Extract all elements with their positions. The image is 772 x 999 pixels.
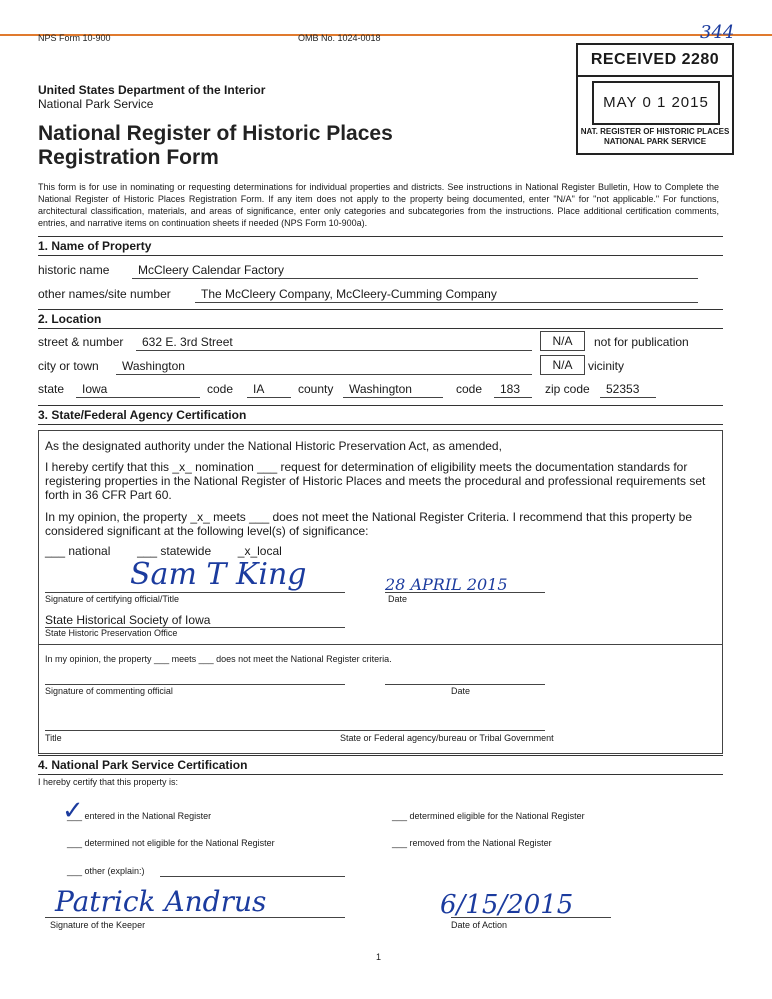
keeper-date-value: 6/15/2015 [440, 890, 574, 920]
date-line [385, 592, 545, 593]
authority-statement: As the designated authority under the National Historic Preservation Act, as amended, [45, 439, 502, 453]
entered-option[interactable]: ___ entered in the National Register [67, 811, 212, 821]
county-code-label: code [456, 382, 483, 396]
city-label: city or town [38, 359, 99, 373]
omb-number: OMB No. 1024-0018 [298, 33, 381, 43]
comment-date-line [385, 684, 545, 685]
zip-field[interactable]: 52353 [600, 382, 656, 398]
other-explain-line [160, 876, 345, 877]
comment-signature-line [45, 684, 345, 685]
agency-label: State Historic Preservation Office [45, 628, 178, 638]
section-3-heading: 3. State/Federal Agency Certification [38, 405, 723, 425]
na-box-2[interactable]: N/A [540, 355, 585, 375]
historic-name-label: historic name [38, 263, 110, 277]
form-number: NPS Form 10-900 [38, 33, 111, 43]
city-field[interactable]: Washington [116, 359, 532, 375]
header-rule [0, 34, 772, 36]
check-mark-icon: ✓ [62, 796, 84, 826]
certifying-agency: State Historical Society of Iowa [45, 613, 211, 627]
stamp-line-2: NATIONAL PARK SERVICE [603, 137, 707, 146]
signature-line [45, 592, 345, 593]
na-box-1[interactable]: N/A [540, 331, 585, 351]
other-option[interactable]: ___ other (explain:) [67, 866, 145, 876]
cert-divider [38, 644, 723, 645]
form-title: National Register of Historic Places [38, 122, 393, 145]
government-label: State or Federal agency/bureau or Tribal Government [340, 733, 554, 743]
state-field[interactable]: Iowa [76, 382, 200, 398]
commenting-opinion: In my opinion, the property ___ meets ___ does not meet the National Register criteria. [45, 654, 392, 664]
certify-statement: I hereby certify that this _x_ nomination ___ request for determination of eligibility meets the documentation standards for registering properties in the National Register of Historic Places and meets the procedural and professional requirements set forth in 36 CFR Part 60. [45, 460, 706, 502]
county-field[interactable]: Washington [343, 382, 443, 398]
certifying-date-value: 28 APRIL 2015 [385, 575, 508, 594]
stamp-date: MAY 0 1 2015 [592, 81, 720, 125]
determined-eligible-option[interactable]: ___ determined eligible for the National Register [392, 811, 585, 821]
state-label: state [38, 382, 65, 396]
certifying-signature: Sam T King [130, 557, 307, 592]
section-4-heading: 4. National Park Service Certification [38, 755, 723, 775]
not-eligible-option[interactable]: ___ determined not eligible for the National Register [67, 838, 275, 848]
street-label: street & number [38, 335, 124, 349]
keeper-signature-line [45, 917, 345, 918]
department-name: United States Department of the Interior [38, 83, 266, 97]
date-label: Date [388, 594, 408, 604]
nps-certify-text: I hereby certify that this property is: [38, 777, 179, 787]
stamp-footer [578, 127, 732, 147]
page-number: 1 [376, 952, 382, 962]
commenting-signature-label: Signature of commenting official [45, 686, 173, 696]
stamp-line-1: NAT. REGISTER OF HISTORIC PLACES [580, 127, 730, 136]
action-date-line [451, 917, 611, 918]
state-code-field[interactable]: IA [247, 382, 291, 398]
vicinity-label: vicinity [588, 359, 625, 373]
commenting-date-label: Date [451, 686, 471, 696]
form-subtitle: Registration Form [38, 146, 219, 169]
page-mark: 344 [700, 22, 735, 43]
historic-name-field[interactable]: McCleery Calendar Factory [132, 263, 698, 279]
keeper-signature: Patrick Andrus [55, 885, 267, 918]
county-label: county [298, 382, 334, 396]
significance-levels: ___ national ___ statewide _x_local [45, 544, 282, 558]
title-label: Title [45, 733, 62, 743]
street-field[interactable]: 632 E. 3rd Street [136, 335, 532, 351]
state-code-label: code [207, 382, 234, 396]
keeper-label: Signature of the Keeper [50, 920, 146, 930]
other-names-field[interactable]: The McCleery Company, McCleery-Cumming Company [195, 287, 698, 303]
instructions-text: This form is for use in nominating or requesting determinations for individual properties and districts. See instructions in National Register Bulletin, How to Complete the National Register of Historic Places Registration Form. If any item does not apply to the property being documented, enter "N/A" for "not applicable." For functions, architectural classification, materials, and areas of significance, enter only categories and subcategories from the instructions. Place additional certification comments, entries, and narrative items on continuation sheets if needed (NPS Form 10-900a). [38, 182, 719, 228]
title-line [45, 730, 545, 731]
service-name: National Park Service [38, 97, 154, 111]
zip-label: zip code [545, 382, 590, 396]
received-stamp [576, 43, 734, 155]
other-names-label: other names/site number [38, 287, 171, 301]
section-2-heading: 2. Location [38, 309, 723, 329]
opinion-statement: In my opinion, the property _x_ meets ___ does not meet the National Register Criteria. I recommend that this property be considered significant at the following level(s) of significance: [45, 510, 692, 538]
date-of-action-label: Date of Action [451, 920, 508, 930]
removed-option[interactable]: ___ removed from the National Register [392, 838, 552, 848]
stamp-received: RECEIVED 2280 [578, 45, 732, 77]
county-code-field[interactable]: 183 [494, 382, 532, 398]
signature-label: Signature of certifying official/Title [45, 594, 180, 604]
not-for-publication-label: not for publication [594, 335, 689, 349]
section-1-heading: 1. Name of Property [38, 236, 723, 256]
